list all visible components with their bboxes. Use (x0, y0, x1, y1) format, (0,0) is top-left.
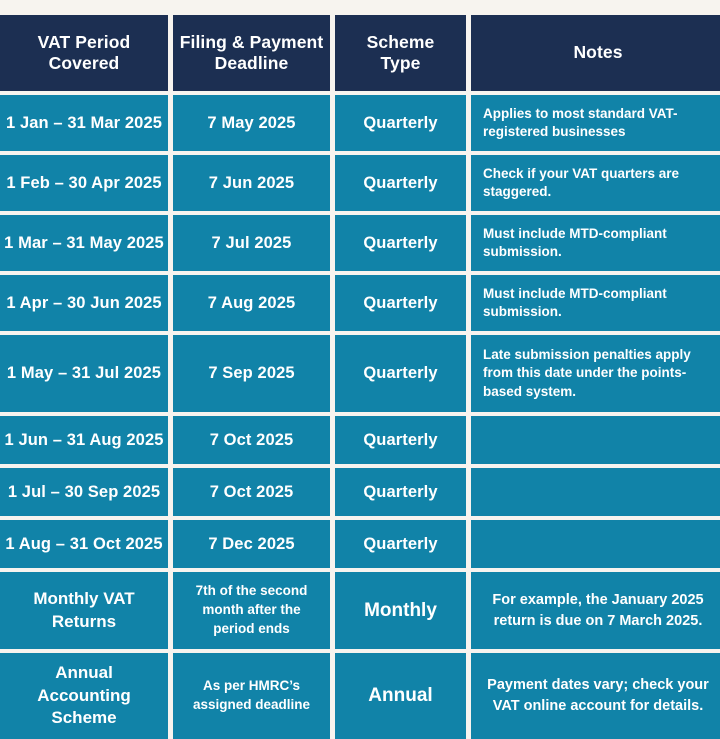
cell-filing-deadline (173, 468, 330, 516)
table-row (0, 416, 720, 464)
cell-vat-period-text: 1 Feb – 30 Apr 2025 (6, 173, 162, 192)
cell-filing-deadline-text: 7 May 2025 (207, 113, 296, 132)
cell-scheme-type-text: Monthly (364, 599, 437, 621)
cell-vat-period (0, 520, 168, 568)
table-row-monthly (0, 572, 720, 649)
cell-notes (471, 653, 720, 739)
cell-scheme-type-text: Quarterly (363, 364, 438, 382)
cell-scheme-type (335, 416, 466, 464)
cell-filing-deadline (173, 95, 330, 151)
cell-filing-deadline-text: 7 Oct 2025 (209, 482, 294, 501)
column-header-filing-deadline-label: Filing & Payment Deadline (179, 31, 324, 73)
cell-scheme-type (335, 520, 466, 568)
cell-notes-text: Must include MTD-compliant submission. (483, 285, 667, 319)
column-header-scheme-type-label: Scheme Type (366, 31, 435, 73)
cell-vat-period-text: 1 Jun – 31 Aug 2025 (4, 430, 164, 449)
column-header-notes (471, 15, 720, 91)
cell-scheme-type-text: Quarterly (363, 482, 438, 501)
cell-vat-period (0, 335, 168, 412)
column-header-vat-period-label: VAT Period Covered (37, 31, 131, 73)
cell-filing-deadline (173, 572, 330, 649)
cell-notes (471, 275, 720, 331)
cell-notes-text: Must include MTD-compliant submission. (483, 225, 667, 259)
cell-filing-deadline-text: 7 Oct 2025 (209, 430, 294, 449)
cell-filing-deadline (173, 335, 330, 412)
column-header-scheme-type (335, 15, 466, 91)
cell-scheme-type (335, 155, 466, 211)
cell-vat-period-text: 1 Jul – 30 Sep 2025 (7, 482, 161, 501)
cell-notes (471, 416, 720, 464)
cell-vat-period-text: 1 Apr – 30 Jun 2025 (6, 293, 162, 312)
table-header-row (0, 15, 720, 91)
cell-filing-deadline-text: As per HMRC’s assigned deadline (192, 678, 311, 712)
cell-scheme-type (335, 275, 466, 331)
cell-filing-deadline (173, 416, 330, 464)
cell-scheme-type (335, 468, 466, 516)
cell-vat-period (0, 653, 168, 739)
cell-notes (471, 95, 720, 151)
table-row (0, 155, 720, 211)
cell-filing-deadline-text: 7 Aug 2025 (207, 293, 296, 312)
table-row (0, 335, 720, 412)
table-row (0, 468, 720, 516)
cell-vat-period-text: Monthly VAT Returns (33, 589, 135, 631)
cell-filing-deadline (173, 215, 330, 271)
cell-filing-deadline (173, 155, 330, 211)
cell-vat-period (0, 275, 168, 331)
cell-vat-period-text: 1 May – 31 Jul 2025 (6, 364, 162, 382)
cell-notes-text: Payment dates vary; check your VAT online account for details. (487, 677, 709, 714)
column-header-notes-label: Notes (573, 42, 623, 63)
table-row-annual (0, 653, 720, 739)
cell-vat-period (0, 155, 168, 211)
cell-notes-text: Applies to most standard VAT-registered businesses (483, 105, 678, 139)
cell-notes (471, 215, 720, 271)
cell-notes-text: Late submission penalties apply from this date under the points-based system. (483, 346, 691, 399)
table-row (0, 520, 720, 568)
cell-notes (471, 572, 720, 649)
vat-deadlines-table (0, 15, 720, 739)
cell-scheme-type (335, 95, 466, 151)
table-row (0, 95, 720, 151)
cell-scheme-type (335, 335, 466, 412)
cell-vat-period-text: 1 Jan – 31 Mar 2025 (5, 113, 162, 132)
cell-filing-deadline (173, 275, 330, 331)
cell-scheme-type-text: Quarterly (363, 293, 438, 312)
cell-notes (471, 335, 720, 412)
cell-vat-period-text: 1 Mar – 31 May 2025 (4, 233, 164, 252)
cell-vat-period (0, 95, 168, 151)
cell-filing-deadline-text: 7 Jun 2025 (208, 173, 295, 192)
cell-scheme-type-text: Quarterly (363, 233, 438, 252)
table-row (0, 275, 720, 331)
cell-scheme-type (335, 572, 466, 649)
cell-vat-period (0, 468, 168, 516)
cell-scheme-type (335, 215, 466, 271)
cell-scheme-type-text: Quarterly (363, 430, 438, 449)
cell-scheme-type-text: Quarterly (363, 113, 438, 132)
column-header-vat-period (0, 15, 168, 91)
cell-scheme-type (335, 653, 466, 739)
cell-notes (471, 155, 720, 211)
cell-notes-text: For example, the January 2025 return is due on 7 March 2025. (492, 591, 704, 629)
cell-filing-deadline (173, 653, 330, 739)
column-header-filing-deadline (173, 15, 330, 91)
cell-notes (471, 520, 720, 568)
cell-filing-deadline (173, 520, 330, 568)
cell-notes-text: Check if your VAT quarters are staggered. (483, 165, 680, 199)
cell-filing-deadline-text: 7th of the second month after the period ends (195, 583, 308, 636)
cell-scheme-type-text: Quarterly (363, 534, 438, 553)
cell-vat-period (0, 572, 168, 649)
cell-vat-period (0, 416, 168, 464)
table-row (0, 215, 720, 271)
cell-scheme-type-text: Quarterly (363, 173, 438, 192)
cell-vat-period (0, 215, 168, 271)
cell-filing-deadline-text: 7 Dec 2025 (208, 534, 295, 553)
cell-filing-deadline-text: 7 Sep 2025 (208, 364, 295, 382)
cell-vat-period-text: 1 Aug – 31 Oct 2025 (5, 534, 163, 553)
cell-filing-deadline-text: 7 Jul 2025 (211, 233, 292, 252)
cell-vat-period-text: Annual Accounting Scheme (37, 663, 131, 728)
cell-scheme-type-text: Annual (368, 685, 433, 706)
cell-notes (471, 468, 720, 516)
